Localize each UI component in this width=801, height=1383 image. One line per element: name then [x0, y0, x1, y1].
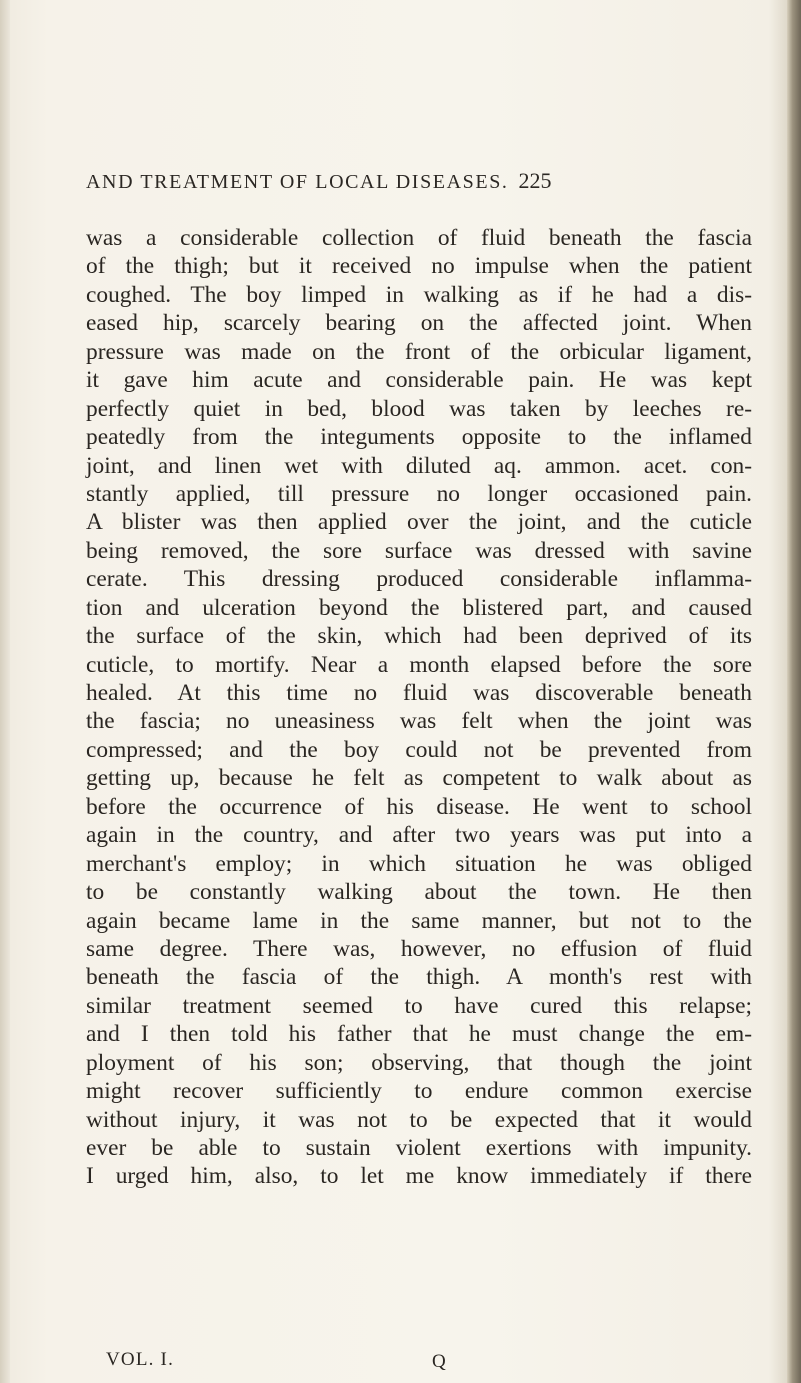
text-line: it gave him acute and considerable pain. He was kept: [86, 367, 752, 394]
running-head: [86, 168, 746, 194]
text-line: pressure was made on the front of the orbicular ligament,: [86, 338, 752, 365]
text-line: without injury, it was not to be expected that it would: [86, 1106, 752, 1133]
text-line: of the thigh; but it received no impulse when the patient: [86, 253, 752, 280]
text-line: ployment of his son; observing, that though the joint: [86, 1049, 752, 1076]
text-line: beneath the fascia of the thigh. A month's rest with: [86, 964, 752, 991]
text-line: A blister was then applied over the joint, and the cuticle: [86, 509, 752, 536]
text-line: cerate. This dressing produced considerable inflamma-: [86, 566, 752, 593]
running-head-title: AND TREATMENT OF LOCAL DISEASES.: [86, 171, 509, 193]
text-line: again became lame in the same manner, but not to the: [86, 907, 752, 934]
page-footer: [106, 1349, 526, 1371]
text-line: being removed, the sore surface was dressed with savine: [86, 537, 752, 564]
text-line: before the occurrence of his disease. He went to school: [86, 793, 752, 820]
text-line: joint, and linen wet with diluted aq. ammon. acet. con-: [86, 452, 752, 479]
text-line: healed. At this time no fluid was discoverable beneath: [86, 680, 752, 706]
text-line: eased hip, scarcely bearing on the affected joint. When: [86, 310, 752, 337]
text-line: merchant's employ; in which situation he was obliged: [86, 850, 752, 877]
page-left-edge: [0, 0, 10, 1383]
text-line: same degree. There was, however, no effusion of fluid: [86, 935, 752, 962]
text-line: again in the country, and after two years was put into a: [86, 822, 752, 849]
text-line: peatedly from the integuments opposite to the inflamed: [86, 424, 752, 451]
text-line: was a considerable collection of fluid beneath the fascia: [86, 225, 752, 251]
text-line: getting up, because he felt as competent to walk about as: [86, 765, 752, 792]
text-line: the fascia; no uneasiness was felt when the joint was: [86, 708, 752, 735]
text-line: compressed; and the boy could not be prevented from: [86, 736, 752, 763]
text-line: coughed. The boy limped in walking as if he had a dis-: [86, 281, 752, 308]
text-line: and I then told his father that he must change the em-: [86, 1021, 752, 1048]
text-line: tion and ulceration beyond the blistered part, and caused: [86, 594, 752, 621]
text-line: perfectly quiet in bed, blood was taken by leeches re-: [86, 395, 752, 422]
volume-mark: VOL. I.: [106, 1349, 175, 1370]
text-line: the surface of the skin, which had been deprived of its: [86, 623, 752, 650]
text-line: I urged him, also, to let me know immediately if there: [86, 1163, 752, 1190]
text-line: to be constantly walking about the town. He then: [86, 879, 752, 906]
text-line: ever be able to sustain violent exertions with impunity.: [86, 1135, 752, 1161]
text-line: cuticle, to mortify. Near a month elapsed before the sore: [86, 651, 752, 678]
text-line: similar treatment seemed to have cured this relapse;: [86, 992, 752, 1019]
body-text: [86, 224, 752, 1191]
page-number: 225: [518, 168, 552, 193]
page-right-edge: [787, 0, 801, 1383]
text-line: might recover sufficiently to endure common exercise: [86, 1078, 752, 1105]
text-line: stantly applied, till pressure no longer occasioned pain.: [86, 480, 752, 507]
signature-mark: Q: [432, 1351, 447, 1372]
